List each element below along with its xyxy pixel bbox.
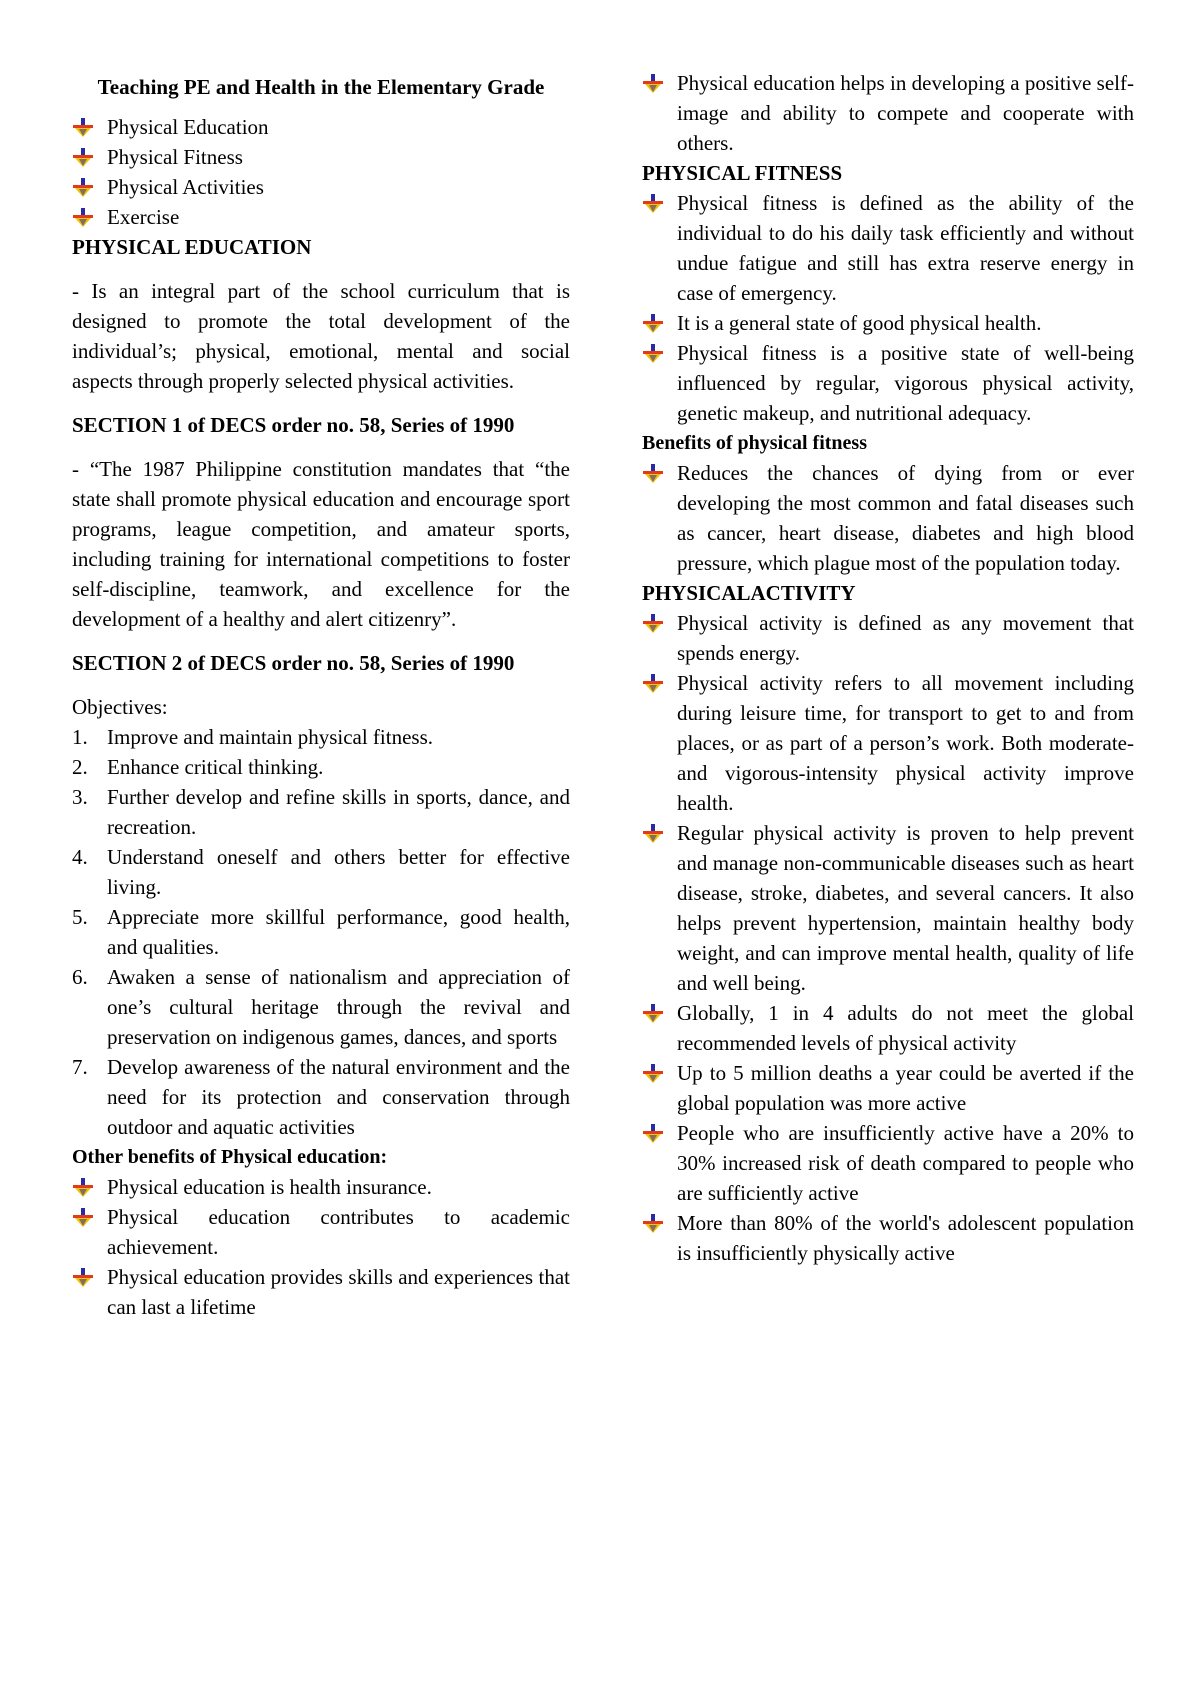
list-item-text: More than 80% of the world's adolescent population is insufficiently physically active	[677, 1211, 1134, 1265]
list-item-text: Up to 5 million deaths a year could be averted if the global population was more active	[677, 1061, 1134, 1115]
activity-heading: PHYSICALACTIVITY	[642, 581, 856, 605]
objective-item	[72, 962, 570, 1052]
list-item	[72, 142, 570, 172]
list-item-text: Physical activity is defined as any movement that spends energy.	[677, 611, 1134, 665]
list-item-text: Reduces the chances of dying from or ever developing the most common and fatal diseases such as cancer, heart disease, diabetes and high blood pressure, which plague most of the population today.	[677, 461, 1134, 575]
arrow-bullet-icon	[72, 178, 94, 198]
objective-item	[72, 722, 570, 752]
list-item	[642, 188, 1134, 308]
arrow-bullet-icon	[642, 674, 664, 694]
objective-number: 1.	[72, 725, 88, 749]
list-item-text: Physical Education	[107, 115, 269, 139]
objective-number: 3.	[72, 785, 88, 809]
objectives-list	[72, 722, 570, 1142]
benefits-list	[642, 458, 1134, 578]
objective-item	[72, 782, 570, 842]
list-item	[72, 202, 570, 232]
list-item	[642, 668, 1134, 818]
list-item-text: Physical Fitness	[107, 145, 243, 169]
arrow-bullet-icon	[642, 1214, 664, 1234]
objective-number: 4.	[72, 845, 88, 869]
fitness-heading: PHYSICAL FITNESS	[642, 161, 843, 185]
other-benefits-list	[72, 1172, 570, 1322]
arrow-bullet-icon	[72, 1208, 94, 1228]
arrow-bullet-icon	[72, 148, 94, 168]
objective-text: Appreciate more skillful performance, good health, and qualities.	[107, 905, 570, 959]
pe-heading: PHYSICAL EDUCATION	[72, 235, 312, 259]
topics-list	[72, 112, 570, 232]
list-item	[642, 818, 1134, 998]
list-item	[72, 112, 570, 142]
arrow-bullet-icon	[642, 824, 664, 844]
arrow-bullet-icon	[642, 74, 664, 94]
arrow-bullet-icon	[72, 1268, 94, 1288]
right-column	[642, 68, 1134, 1268]
list-item	[642, 1118, 1134, 1208]
list-item	[72, 1172, 570, 1202]
objective-text: Awaken a sense of nationalism and appreciation of one’s cultural heritage through the revival and preservation on indigenous games, dances, and sports	[107, 965, 570, 1049]
arrow-bullet-icon	[642, 314, 664, 334]
section1-heading: SECTION 1 of DECS order no. 58, Series of 1990	[72, 413, 515, 437]
objective-text: Enhance critical thinking.	[107, 755, 324, 779]
left-column	[72, 72, 570, 1322]
arrow-bullet-icon	[642, 1004, 664, 1024]
list-item	[642, 608, 1134, 668]
arrow-bullet-icon	[72, 208, 94, 228]
fitness-list	[642, 188, 1134, 428]
objectives-label: Objectives:	[72, 695, 168, 719]
objective-item	[72, 1052, 570, 1142]
continued-bullets-list	[642, 68, 1134, 158]
list-item-text: Physical fitness is a positive state of well-being influenced by regular, vigorous physical activity, genetic makeup, and nutritional adequacy.	[677, 341, 1134, 425]
list-item	[642, 998, 1134, 1058]
objective-number: 5.	[72, 905, 88, 929]
document-title: Teaching PE and Health in the Elementary Grade	[97, 75, 545, 99]
section1-text: - “The 1987 Philippine constitution mandates that “the state shall promote physical education and encourage sport programs, league competition, and amateur sports, including training for international competitions to foster self-discipline, teamwork, and excellence for the development of a healthy and alert citizenry”.	[72, 457, 570, 631]
arrow-bullet-icon	[642, 344, 664, 364]
list-item	[642, 1208, 1134, 1268]
list-item	[72, 1202, 570, 1262]
benefits-heading: Benefits of physical fitness	[642, 432, 867, 454]
list-item-text: Exercise	[107, 205, 180, 229]
list-item-text: Physical Activities	[107, 175, 264, 199]
objective-text: Further develop and refine skills in sports, dance, and recreation.	[107, 785, 570, 839]
list-item-text: Physical education is health insurance.	[107, 1175, 432, 1199]
list-item-text: It is a general state of good physical health.	[677, 311, 1042, 335]
list-item	[642, 68, 1134, 158]
objective-number: 2.	[72, 755, 88, 779]
list-item	[642, 338, 1134, 428]
list-item-text: Globally, 1 in 4 adults do not meet the global recommended levels of physical activity	[677, 1001, 1134, 1055]
list-item	[642, 1058, 1134, 1118]
list-item	[72, 1262, 570, 1322]
list-item	[642, 308, 1134, 338]
list-item-text: Physical activity refers to all movement including during leisure time, for transport to get to and from places, or as part of a person’s work. Both moderate- and vigorous-intensity physical activity improve health.	[677, 671, 1134, 815]
objective-text: Develop awareness of the natural environment and the need for its protection and conservation through outdoor and aquatic activities	[107, 1055, 570, 1139]
arrow-bullet-icon	[72, 1178, 94, 1198]
objective-number: 6.	[72, 965, 88, 989]
objective-item	[72, 752, 570, 782]
objective-item	[72, 902, 570, 962]
activity-list	[642, 608, 1134, 1268]
other-benefits-heading: Other benefits of Physical education:	[72, 1146, 388, 1168]
list-item-text: Physical education provides skills and experiences that can last a lifetime	[107, 1265, 570, 1319]
objective-text: Improve and maintain physical fitness.	[107, 725, 434, 749]
list-item-text: Physical fitness is defined as the ability of the individual to do his daily task efficiently and without undue fatigue and still has extra reserve energy in case of emergency.	[677, 191, 1134, 305]
arrow-bullet-icon	[642, 194, 664, 214]
list-item-text: Regular physical activity is proven to help prevent and manage non-communicable diseases such as heart disease, stroke, diabetes, and several cancers. It also helps prevent hypertension, maintain healthy body weight, and can improve mental health, quality of life and well being.	[677, 821, 1134, 995]
arrow-bullet-icon	[642, 1064, 664, 1084]
objective-item	[72, 842, 570, 902]
list-item-text: People who are insufficiently active have a 20% to 30% increased risk of death compared to people who are sufficiently active	[677, 1121, 1134, 1205]
list-item-text: Physical education contributes to academic achievement.	[107, 1205, 570, 1259]
list-item	[642, 458, 1134, 578]
list-item	[72, 172, 570, 202]
objective-number: 7.	[72, 1055, 88, 1079]
objective-text: Understand oneself and others better for effective living.	[107, 845, 570, 899]
arrow-bullet-icon	[642, 614, 664, 634]
arrow-bullet-icon	[642, 1124, 664, 1144]
section2-heading: SECTION 2 of DECS order no. 58, Series of 1990	[72, 651, 515, 675]
arrow-bullet-icon	[642, 464, 664, 484]
pe-definition: - Is an integral part of the school curriculum that is designed to promote the total development of the individual’s; physical, emotional, mental and social aspects through properly selected physical activities.	[72, 279, 570, 393]
arrow-bullet-icon	[72, 118, 94, 138]
list-item-text: Physical education helps in developing a positive self-image and ability to compete and cooperate with others.	[677, 71, 1134, 155]
